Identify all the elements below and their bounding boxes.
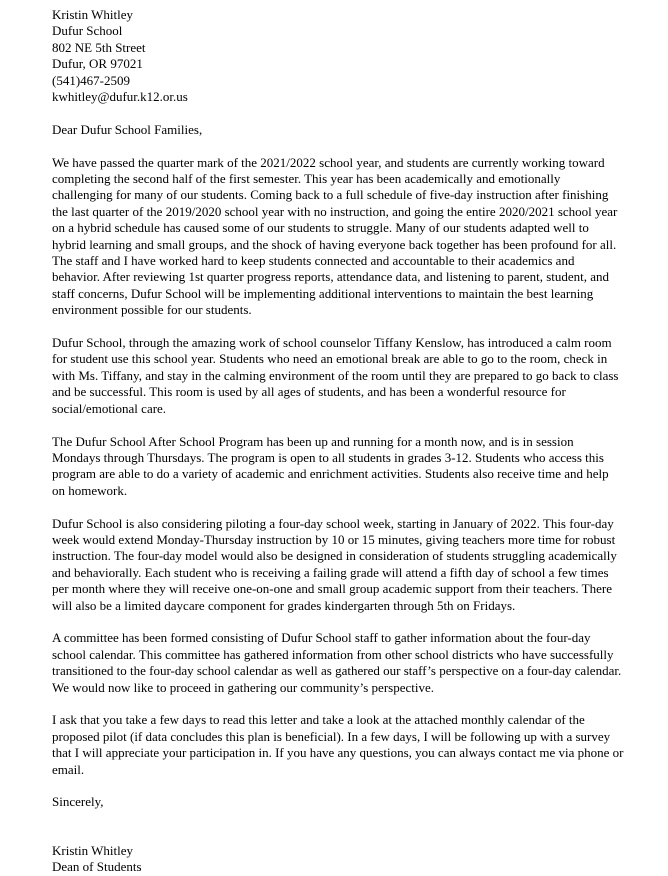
sender-city-state-zip: Dufur, OR 97021 [52,56,143,72]
body-paragraph: Dufur School is also considering piloting a four-day school week, starting in January of 2022. This four-day week would extend Monday-Thursday instruction by 10 or 15 minutes, giving teachers more time for robust instruction. The four-day model would also be designed in consideration of students struggling academically and behaviorally. Each student who is receiving a failing grade will attend a fifth day of school a few times per month where they will receive one-on-one and small group academic support from their teachers. There will also be a limited daycare component for grades kindergarten through 5th on Fridays. [52,515,617,613]
signature-name: Kristin Whitley [52,842,134,858]
sender-email: kwhitley@dufur.k12.or.us [52,89,188,105]
letter-body [52,155,624,778]
sender-school: Dufur School [52,23,123,39]
body-paragraph: A committee has been formed consisting of Dufur School staff to gather information about the four-day school calendar. This committee has gathered information from other school districts who have successfully transitioned to the four-day school calendar as well as gathered our staff’s perspective on a four-day calendar. We would now like to proceed in gathering our community’s perspective. [52,630,622,695]
signature-block [52,843,624,876]
sender-block [52,7,624,105]
body-paragraph: I ask that you take a few days to read this letter and take a look at the attached monthly calendar of the proposed pilot (if data concludes this plan is beneficial). In a few days, I will be following up with a survey that I will appreciate your participation in. If you have any questions, you can always contact me via phone or email. [52,712,624,777]
closing: Sincerely, [52,794,104,810]
body-paragraph: We have passed the quarter mark of the 2021/2022 school year, and students are currently working toward completing the second half of the first semester. This year has been academically and emotionally challenging for many of our students. Coming back to a full schedule of five-day instruction after finishing the last quarter of the 2019/2020 school year with no instruction, and going the entire 2020/2021 school year on a hybrid schedule has caused some of our students to struggle. Many of our students adapted well to hybrid learning and small groups, and the shock of having everyone back together has been profound for all. The staff and I have worked hard to keep students connected and accountable to their academics and behavior. After reviewing 1st quarter progress reports, attendance data, and listening to parent, student, and staff concerns, Dufur School will be implementing additional interventions to maintain the best learning environment possible for our students. [52,154,618,318]
signature-title: Dean of Students [52,859,142,875]
sender-phone: (541)467-2509 [52,72,130,88]
salutation: Dear Dufur School Families, [52,121,203,137]
sender-name: Kristin Whitley [52,7,134,22]
sender-street-address: 802 NE 5th Street [52,39,146,55]
body-paragraph: Dufur School, through the amazing work of school counselor Tiffany Kenslow, has introduced a calm room for student use this school year. Students who need an emotional break are able to go to the room, check in with Ms. Tiffany, and stay in the calming environment of the room until they are prepared to go back to class and be successful. This room is used by all ages of students, and has been a wonderful resource for social/emotional care. [52,335,619,416]
body-paragraph: The Dufur School After School Program has been up and running for a month now, and is in session Mondays through Thursdays. The program is open to all students in grades 3-12. Students who access this program are able to do a variety of academic and enrichment activities. Students also receive time and help on homework. [52,433,609,498]
